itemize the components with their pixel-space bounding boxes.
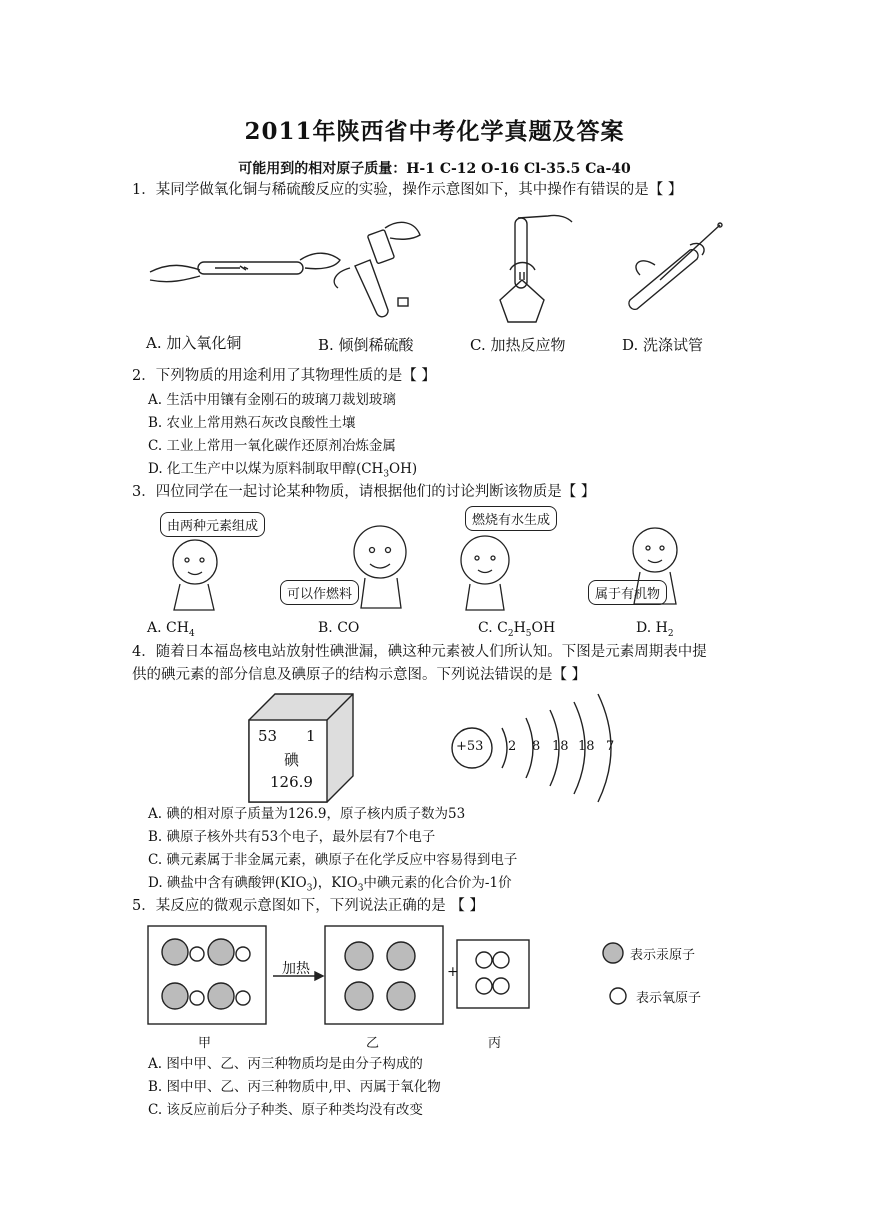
- q4-option-b: B. 碘原子核外共有53个电子，最外层有7个电子: [148, 829, 436, 845]
- shell-4: 18: [578, 739, 595, 754]
- q4-stem-line2: 供的碘元素的部分信息及碘原子的结构示意图。下列说法错误的是【 】: [132, 667, 587, 683]
- q2-option-a: A. 生活中用镶有金刚石的玻璃刀裁划玻璃: [148, 392, 396, 408]
- q3-choice-b: B. CO: [318, 620, 360, 636]
- illustration-a: [150, 253, 340, 281]
- q5-option-a: A. 图中甲、乙、丙三种物质均是由分子构成的: [148, 1056, 423, 1072]
- plus-sign: +: [447, 964, 459, 980]
- legend-oxygen: 表示氧原子: [636, 991, 702, 1006]
- q1-illustrations: [140, 210, 740, 335]
- iodine-nucleus: +53: [456, 739, 484, 754]
- arrow-label: 加热: [282, 961, 310, 977]
- q1-caption-d: D. 洗涤试管: [622, 336, 704, 354]
- page-title: 2011年陕西省中考化学真题及答案: [244, 118, 625, 145]
- iodine-mass: 126.9: [270, 773, 313, 791]
- q4-option-d: D. 碘盐中含有碘酸钾$(KIO_3)$，$KIO_3$中碘元素的化合价为-1价: [148, 875, 512, 894]
- q3-choice-d: D. $H_2$: [636, 620, 674, 639]
- q1-caption-a: A. 加入氧化铜: [146, 334, 242, 352]
- q3-bubble-1: 由两种元素组成: [160, 512, 265, 537]
- q5-option-c: C. 该反应前后分子种类、原子种类均没有改变: [148, 1102, 423, 1118]
- legend-mercury: 表示汞原子: [630, 948, 696, 963]
- q1-caption-c: C. 加热反应物: [470, 336, 566, 354]
- shell-2: 8: [532, 739, 541, 754]
- q1-caption-b: B. 倾倒稀硫酸: [318, 336, 414, 354]
- q3-choice-a: A. $CH_4$: [147, 620, 195, 639]
- label-jia: 甲: [198, 1036, 212, 1051]
- q1-stem: 1．某同学做氧化铜与稀硫酸反应的实验，操作示意图如下，其中操作有错误的是【 】: [132, 182, 683, 198]
- q3-choice-c: C. $C_2H_5OH$: [478, 620, 556, 639]
- q4-stem-line1: 4．随着日本福岛核电站放射性碘泄漏，碘这种元素被人们所认知。下图是元素周期表中提: [132, 644, 707, 660]
- q3-children-illustrations: [140, 520, 740, 615]
- illustration-b: [334, 222, 420, 316]
- q4-option-a: A. 碘的相对原子质量为126.9，原子核内质子数为53: [148, 806, 466, 822]
- shell-1: 2: [508, 739, 517, 754]
- illustration-c: [500, 215, 572, 322]
- q2-option-d: D. 化工生产中以煤为原料制取甲醇$(CH_3OH)$: [148, 461, 418, 480]
- q2-stem: 2．下列物质的用途利用了其物理性质的是【 】: [132, 368, 436, 384]
- q5-stem: 5．某反应的微观示意图如下，下列说法正确的是 【 】: [132, 898, 484, 914]
- q3-bubble-2: 可以作燃料: [280, 580, 359, 605]
- q2-option-b: B. 农业上常用熟石灰改良酸性土壤: [148, 415, 356, 431]
- q3-bubble-4: 属于有机物: [588, 580, 667, 605]
- label-bing: 丙: [488, 1036, 502, 1051]
- q3-bubble-3: 燃烧有水生成: [465, 506, 557, 531]
- q5-option-b: B. 图中甲、乙、丙三种物质中,甲、丙属于氧化物: [148, 1079, 441, 1095]
- shell-3: 18: [552, 739, 569, 754]
- illustration-d: [629, 223, 722, 309]
- q5-reaction-diagram: [145, 920, 735, 1030]
- iodine-atomic-number: 53: [258, 727, 278, 745]
- label-yi: 乙: [366, 1036, 380, 1051]
- iodine-valence: 1: [306, 727, 316, 745]
- shell-5: 7: [606, 739, 615, 754]
- q3-stem: 3．四位同学在一起讨论某种物质，请根据他们的讨论判断该物质是【 】: [132, 484, 596, 500]
- iodine-name: 碘: [284, 751, 300, 769]
- atomic-mass-note: 可能用到的相对原子质量：H-1 C-12 O-16 Cl-35.5 Ca-40: [238, 161, 631, 177]
- q4-option-c: C. 碘元素属于非金属元素，碘原子在化学反应中容易得到电子: [148, 852, 518, 868]
- q2-option-c: C. 工业上常用一氧化碳作还原剂冶炼金属: [148, 438, 396, 454]
